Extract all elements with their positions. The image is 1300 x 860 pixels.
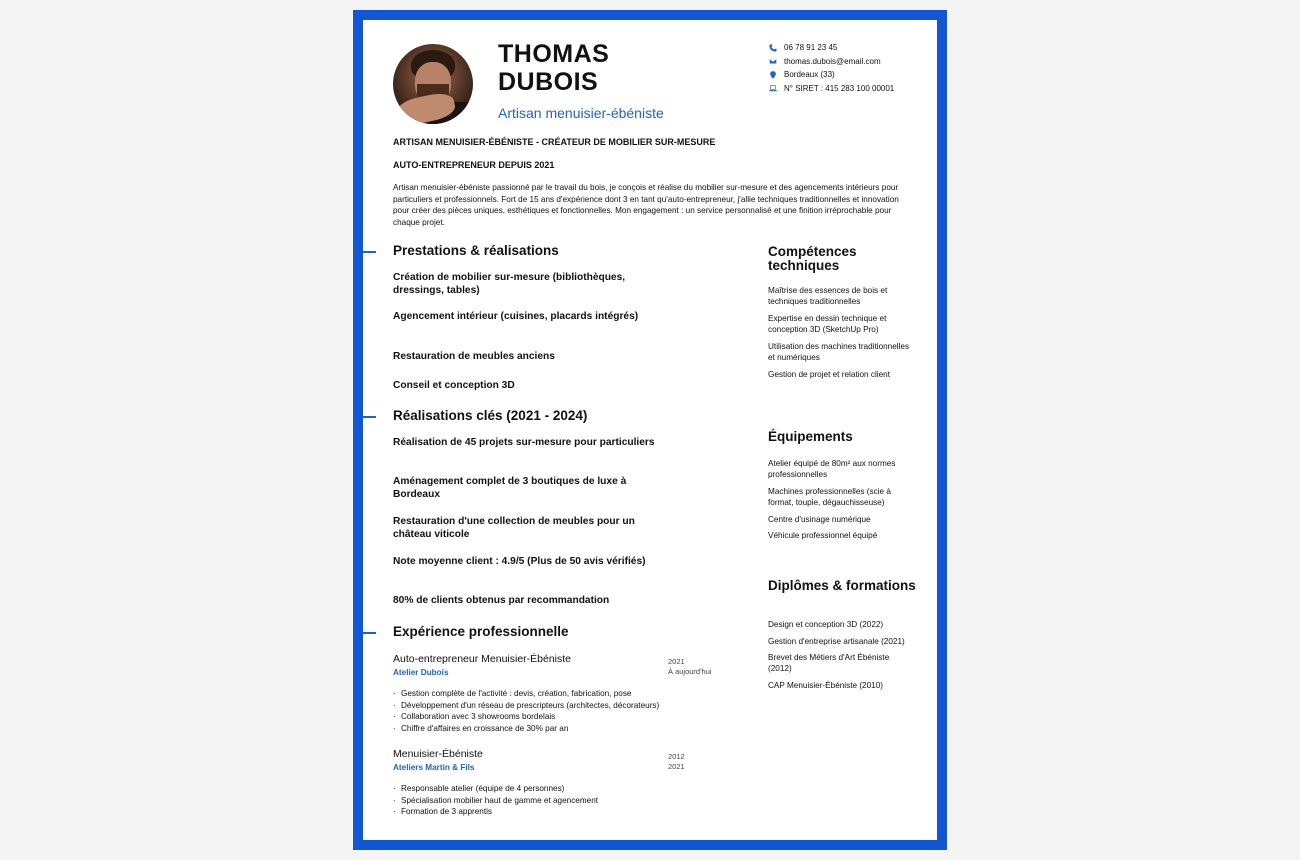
service-item: Agencement intérieur (cuisines, placards intégrés) [393,311,639,322]
equipment-list [768,458,913,547]
section-marker [363,632,376,634]
job-dates [668,657,712,677]
resume-page [363,20,937,840]
name-line2: DUBOIS [498,68,599,96]
name-line1: THOMAS [498,40,610,68]
contact-email-text: thomas.dubois@email.com [784,56,881,66]
list-item: CAP Menuisier-Ébéniste (2010) [768,681,883,691]
job-bullets [393,783,598,818]
section-title-skills: Compétences techniques [768,244,857,273]
status-line: AUTO-ENTREPRENEUR DEPUIS 2021 [393,160,555,170]
contact-phone [768,41,894,55]
section-marker [363,251,376,253]
achievement-item: Restauration d'une collection de meubles pour un château viticole [393,516,635,540]
contact-list [768,41,894,95]
list-item: · Spécialisation mobilier haut de gamme et agencement [393,795,598,807]
skills-list [768,285,913,385]
list-item: Gestion de projet et relation client [768,369,890,379]
list-item: Expertise en dessin technique et conception 3D (SketchUp Pro) [768,313,887,335]
job-date-end: 2021 [668,762,685,771]
list-item: Machines professionnelles (scie à format, toupie, dégauchisseuse) [768,486,891,508]
headline: ARTISAN MENUISIER-ÉBÉNISTE - CRÉATEUR DE MOBILIER SUR-MESURE [393,137,716,147]
location-pin-icon [768,70,777,79]
contact-siret-text: N° SIRET : 415 283 100 00001 [784,83,895,93]
contact-email [768,55,894,69]
job-company: Atelier Dubois [393,668,449,677]
laptop-icon [768,84,777,93]
section-marker [363,416,376,418]
name-title [498,40,609,96]
job-bullets [393,688,659,734]
list-item: · Formation de 3 apprentis [393,806,598,818]
section-title-education: Diplômes & formations [768,578,916,593]
summary-text: Artisan menuisier-ébéniste passionné par le travail du bois, je conçois et réalise du mobilier sur-mesure et des agencements intérieurs pour particuliers et professionnels. Fort de 15 ans d'expérience dont 3 en tant qu'auto-entrepreneur, j'allie techniques traditionnelles et innovation pour créer des pièces uniques, esthétiques et fonctionnelles. Mon engagement : un service personnalisé et une finition irréprochable pour chaque projet. [393,183,899,227]
list-item: Centre d'usinage numérique [768,514,871,524]
achievement-item: 80% de clients obtenus par recommandation [393,595,610,606]
list-item: Véhicule professionnel équipé [768,531,878,541]
avatar [393,44,473,124]
list-item: Maîtrise des essences de bois et techniques traditionnelles [768,286,888,307]
list-item: Gestion d'entreprise artisanale (2021) [768,636,905,646]
service-item: Restauration de meubles anciens [393,351,555,362]
job-date-start: 2021 [668,657,685,666]
achievement-item: Réalisation de 45 projets sur-mesure pour particuliers [393,437,655,448]
job-date-start: 2012 [668,752,685,761]
list-item: Brevet des Métiers d'Art Ébéniste (2012) [768,653,890,674]
section-title-equipment: Équipements [768,429,853,444]
achievement-item: Note moyenne client : 4.9/5 (Plus de 50 avis vérifiés) [393,556,646,567]
service-item: Création de mobilier sur-mesure (bibliothèques, dressings, tables) [393,272,626,296]
contact-location [768,68,894,82]
list-item: Utilisation des machines traditionnelles et numériques [768,341,910,363]
section-title-achievements: Réalisations clés (2021 - 2024) [393,408,588,423]
list-item: Design et conception 3D (2022) [768,620,884,629]
list-item: · Collaboration avec 3 showrooms bordelais [393,711,659,723]
job-title: Auto-entrepreneur Menuisier-Ébéniste [393,653,572,665]
contact-phone-text: 06 78 91 23 45 [784,43,838,53]
list-item: · Chiffre d'affaires en croissance de 30% par an [393,723,659,735]
service-item: Conseil et conception 3D [393,380,515,391]
section-title-experience: Expérience professionnelle [393,624,569,639]
job-date-end: À aujourd'hui [668,667,712,676]
achievement-item: Aménagement complet de 3 boutiques de luxe à Bordeaux [393,476,627,500]
education-list [768,619,913,697]
contact-location-text: Bordeaux (33) [784,70,835,80]
job-subtitle: Artisan menuisier-ébéniste [498,105,664,121]
mail-icon [768,57,777,66]
job-dates [668,752,685,772]
job-title: Menuisier-Ébéniste [393,748,483,760]
contact-siret [768,82,894,96]
job-company: Ateliers Martin & Fils [393,763,475,772]
section-title-services: Prestations & réalisations [393,243,559,258]
phone-icon [768,43,777,52]
list-item: · Gestion complète de l'activité : devis, création, fabrication, pose [393,688,659,700]
list-item: · Responsable atelier (équipe de 4 personnes) [393,783,598,795]
list-item: · Développement d'un réseau de prescripteurs (architectes, décorateurs) [393,700,659,712]
list-item: Atelier équipé de 80m² aux normes professionnelles [768,459,896,480]
